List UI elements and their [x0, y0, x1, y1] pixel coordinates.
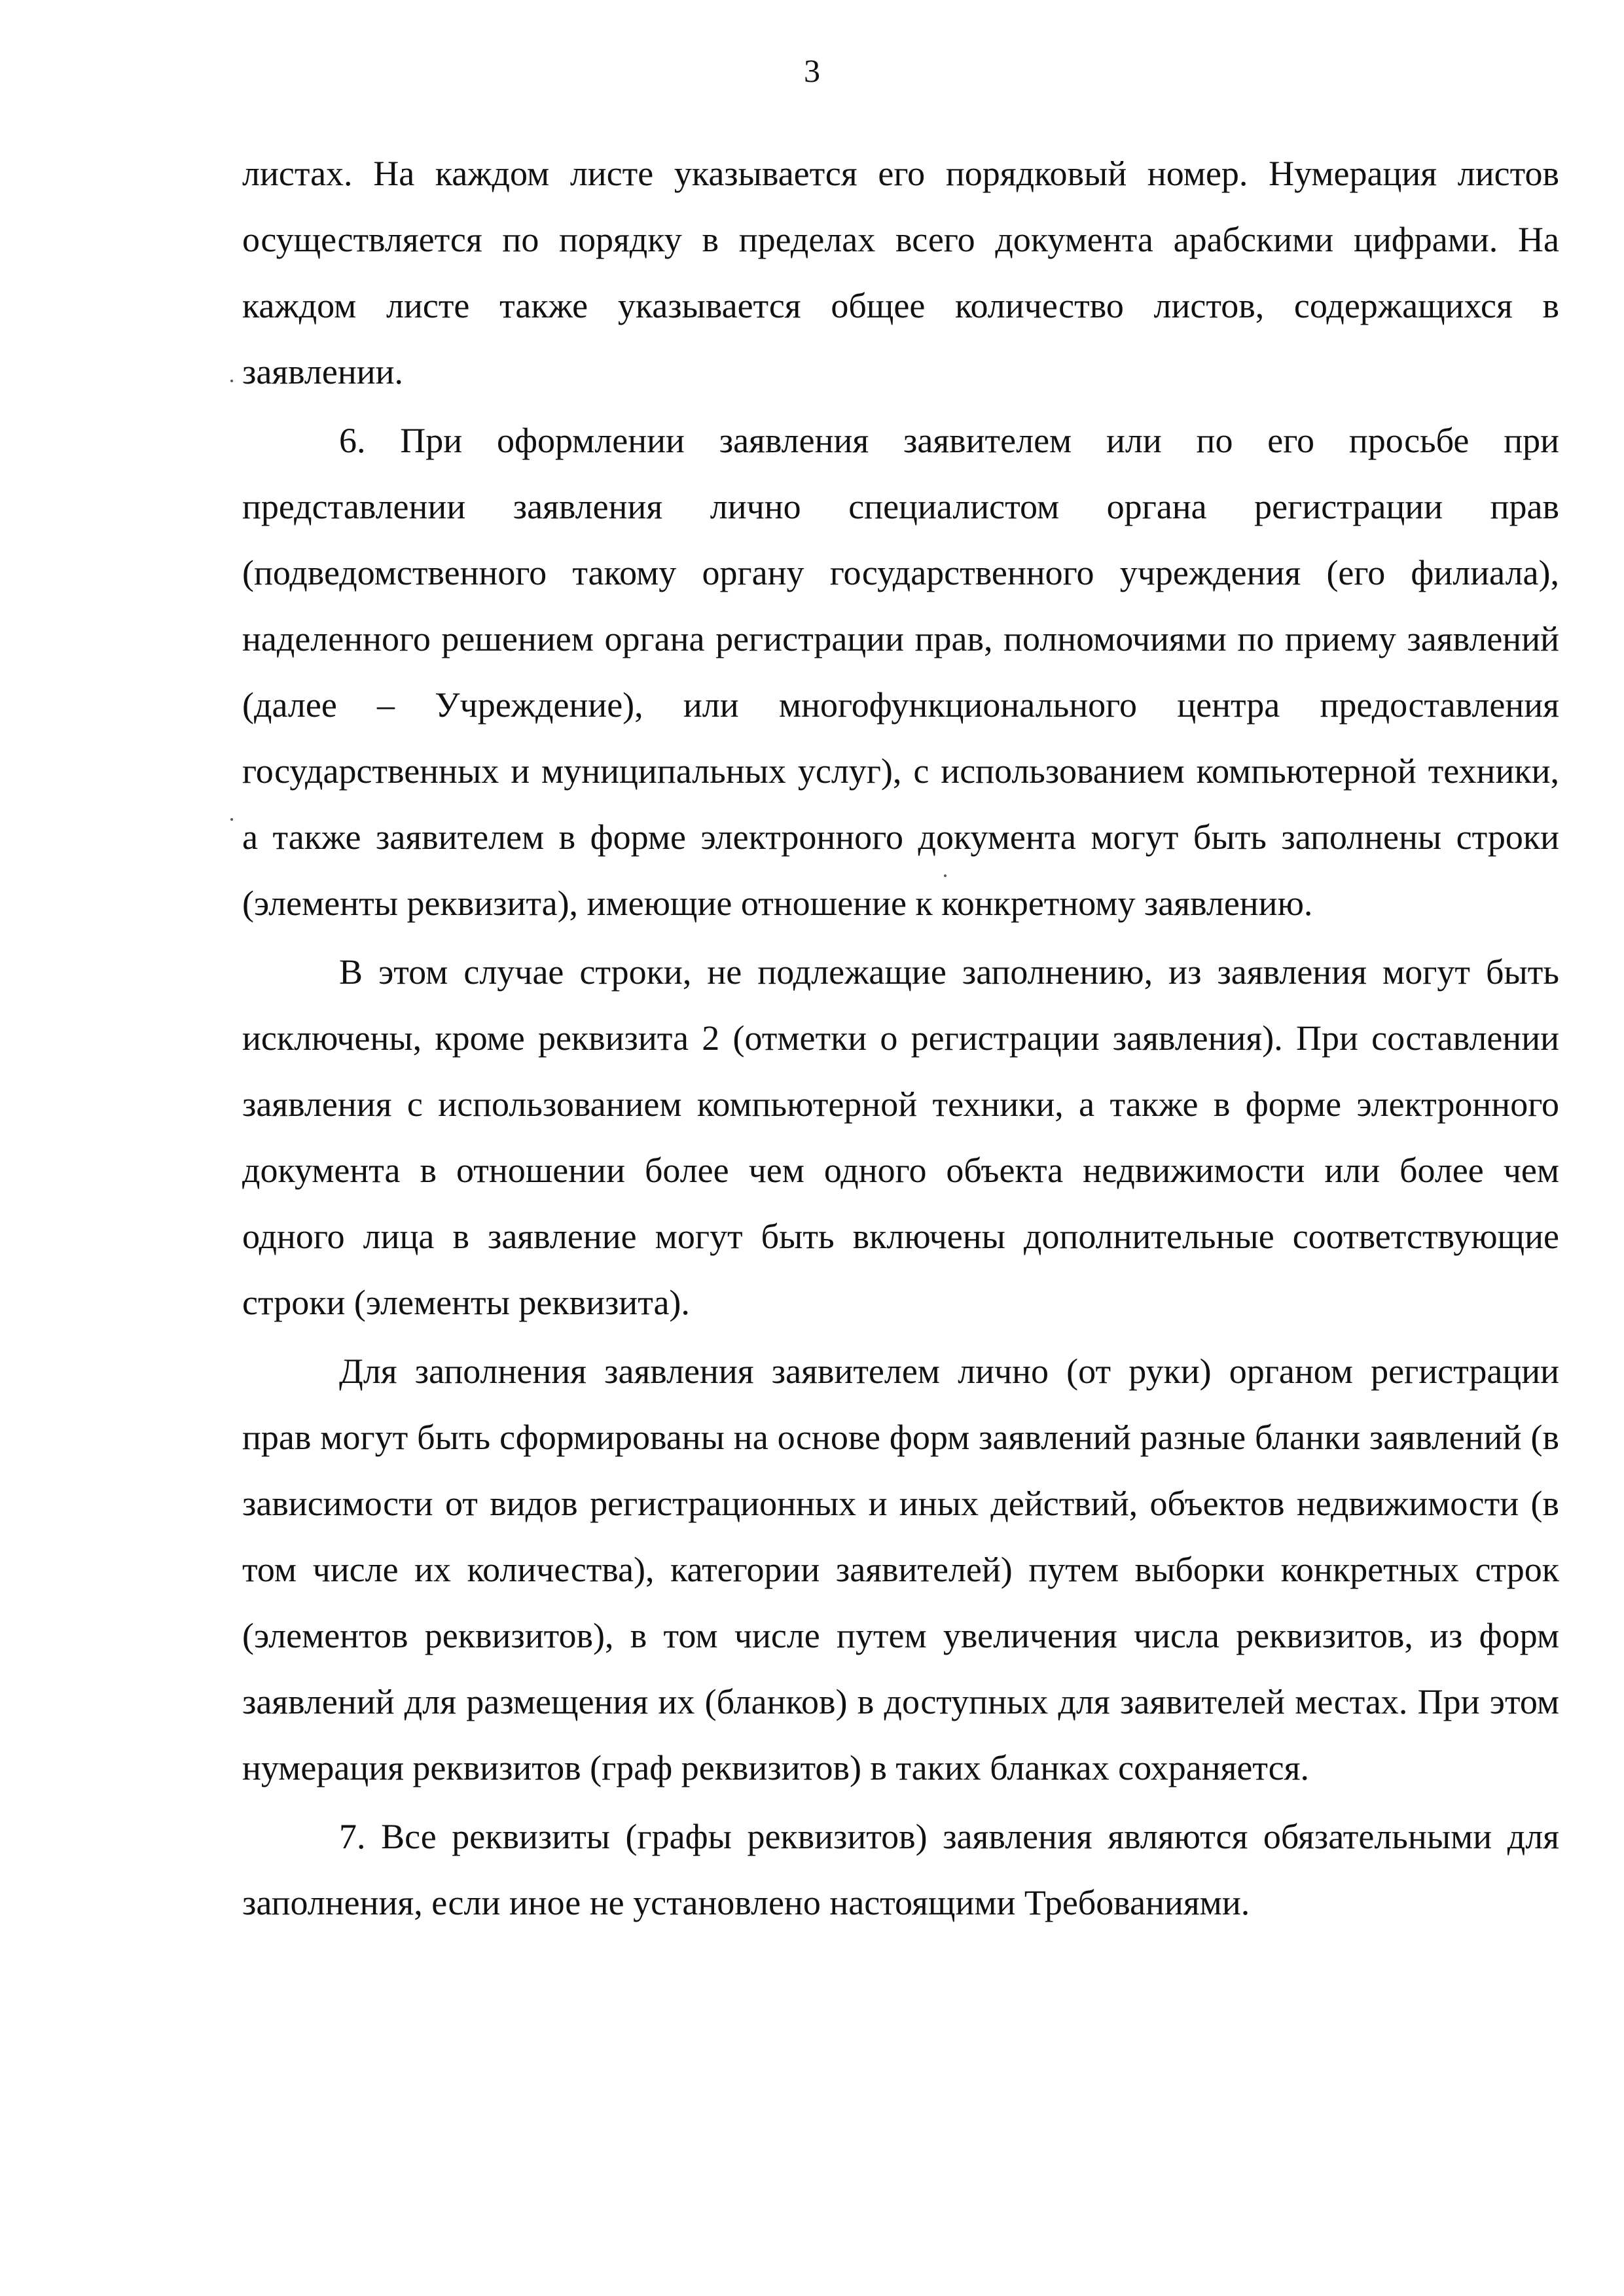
paragraph-excluded-lines: В этом случае строки, не подлежащие заполнению, из заявления могут быть исключены, кроме реквизита 2 (отметки о регистрации заявления). При составлении заявления с использованием компьютерной техники, а также в форме электронного документа в отношении более чем одного объекта недвижимости или более чем одного лица в заявление могут быть включены дополнительные соответствующие строки (элементы реквизита).	[242, 952, 1559, 1322]
paragraph-blank-forms: Для заполнения заявления заявителем лично (от руки) органом регистрации прав могут быть сформированы на основе форм заявлений разные бланки заявлений (в зависимости от видов регистрационных и иных действий, объектов недвижимости (в том числе их количества), категории заявителей) путем выборки конкретных строк (элементов реквизитов), в том числе путем увеличения числа реквизитов, из форм заявлений для размещения их (бланков) в доступных для заявителей местах. При этом нумерация реквизитов (граф реквизитов) в таких бланках сохраняется.	[242, 1352, 1559, 1787]
page-number: 3	[804, 52, 820, 89]
scan-speck	[944, 874, 947, 877]
scan-speck	[230, 818, 233, 821]
paragraph-item-7: 7. Все реквизиты (графы реквизитов) заявления являются обязательными для заполнения, если иное не установлено настоящими Требованиями.	[242, 1817, 1559, 1922]
paragraph-item-6: 6. При оформлении заявления заявителем или по его просьбе при представлении заявления лично специалистом органа регистрации прав (подведомственного такому органу государственного учреждения (его филиала), наделенного решением органа регистрации прав, полномочиями по приему заявлений (далее – Учреждение), или многофункционального центра предоставления государственных и муниципальных услуг), с использованием компьютерной техники, а также заявителем в форме электронного документа могут быть заполнены строки (элементы реквизита), имеющие отношение к конкретному заявлению.	[242, 421, 1559, 923]
document-body	[242, 141, 1559, 1936]
scan-speck	[230, 380, 233, 382]
paragraph-continuation: листах. На каждом листе указывается его порядковый номер. Нумерация листов осуществляется по порядку в пределах всего документа арабскими цифрами. На каждом листе также указывается общее количество листов, содержащихся в заявлении.	[242, 154, 1559, 391]
